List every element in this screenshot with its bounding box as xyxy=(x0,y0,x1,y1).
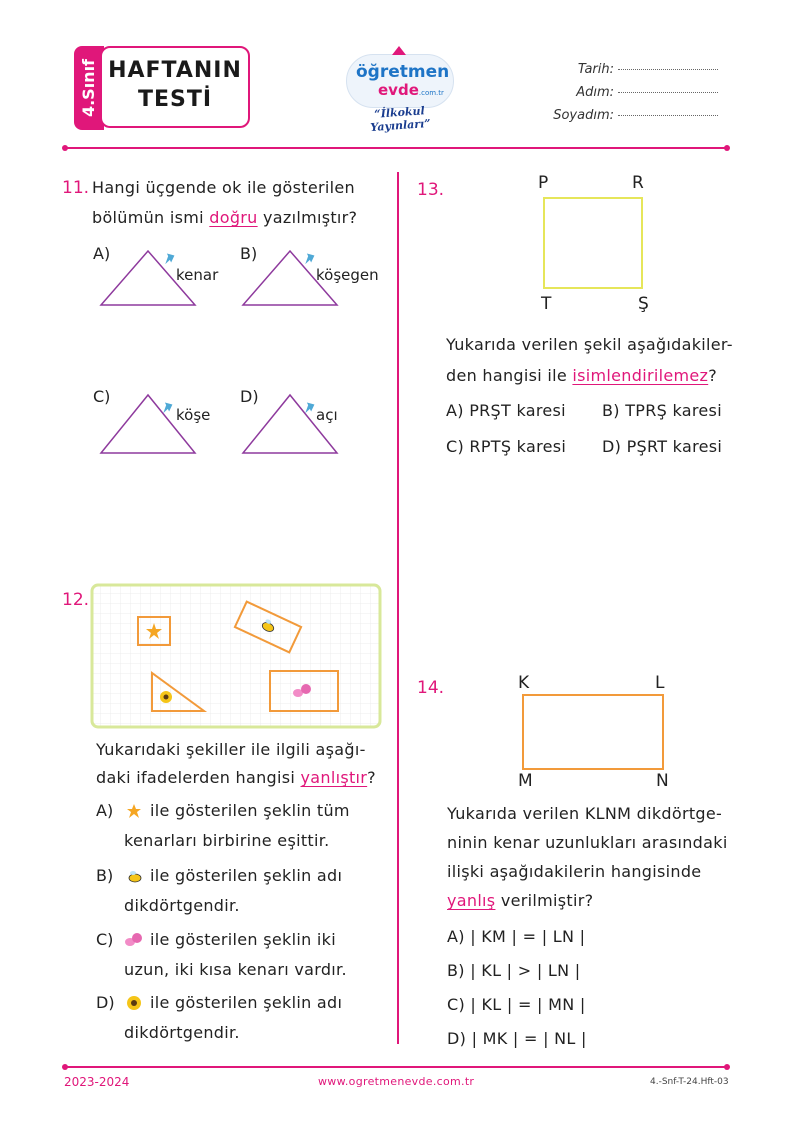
logo-line1: öğretmen xyxy=(356,62,450,82)
vertex-label: K xyxy=(518,673,530,693)
rectangle-figure xyxy=(522,694,664,770)
vertex-label: P xyxy=(538,173,549,193)
logo-line2: evde xyxy=(378,81,419,99)
option-text: | KM | = | LN | xyxy=(470,927,586,946)
vertex-label: N xyxy=(656,771,669,791)
footer-year: 2023-2024 xyxy=(64,1075,130,1089)
surname-label: Soyadım: xyxy=(553,108,614,123)
question-text xyxy=(446,366,717,385)
triangle-figure xyxy=(98,392,198,456)
text-part: ? xyxy=(367,768,376,787)
name-blank[interactable] xyxy=(618,92,718,93)
option-text: ile gösterilen şeklin adı xyxy=(150,993,343,1012)
triangle-figure xyxy=(240,392,340,456)
text-part: daki ifadelerden hangisi xyxy=(96,768,301,787)
bee-icon xyxy=(126,868,144,884)
surname-field[interactable] xyxy=(553,108,718,123)
question-text xyxy=(96,768,376,787)
part-label: köşe xyxy=(176,406,211,424)
option-text: dikdörtgendir. xyxy=(124,896,240,915)
option-text: RPTŞ karesi xyxy=(469,437,567,456)
option-c[interactable] xyxy=(446,437,566,456)
text-part: bölümün ismi xyxy=(92,208,210,227)
option-letter: B) xyxy=(240,244,258,263)
option-text: uzun, iki kısa kenarı vardır. xyxy=(124,960,347,979)
option-d[interactable] xyxy=(602,437,722,456)
arrow-icon xyxy=(162,252,176,264)
part-label: köşegen xyxy=(316,266,379,284)
option-a[interactable] xyxy=(446,401,566,420)
emphasis-word: doğru xyxy=(209,208,258,227)
vertex-label: T xyxy=(541,294,552,314)
star-icon xyxy=(126,803,142,819)
option-letter: C) xyxy=(446,437,465,456)
option-text: TPRŞ karesi xyxy=(625,401,722,420)
column-divider xyxy=(397,172,399,1044)
question-text: ilişki aşağıdakilerin hangisinde xyxy=(447,862,702,881)
vertex-label: Ş xyxy=(638,294,649,314)
option-text: | KL | > | LN | xyxy=(470,961,581,980)
option-text: kenarları birbirine eşittir. xyxy=(124,831,330,850)
option-text: ile gösterilen şeklin adı xyxy=(150,866,343,885)
option-letter: D) xyxy=(602,437,622,456)
option-d[interactable] xyxy=(447,1029,587,1048)
option-text: ile gösterilen şeklin iki xyxy=(150,930,336,949)
header-rule xyxy=(64,147,728,149)
logo xyxy=(338,44,460,135)
emphasis-word: isimlendirilemez xyxy=(572,366,709,385)
option-letter: C) xyxy=(93,387,111,406)
question-number: 13. xyxy=(417,180,445,200)
arrow-icon xyxy=(302,401,316,413)
butterfly-icon xyxy=(124,932,144,948)
option-letter: D) xyxy=(447,1029,467,1048)
rule-dot xyxy=(724,1064,730,1070)
question-text: Yukarıdaki şekiller ile ilgili aşağı- xyxy=(96,740,366,759)
question-number: 14. xyxy=(417,678,445,698)
part-label: kenar xyxy=(176,266,219,284)
question-text xyxy=(92,208,357,227)
vertex-label: R xyxy=(632,173,644,193)
question-number: 12. xyxy=(62,590,90,610)
option-text: PŞRT karesi xyxy=(626,437,723,456)
emphasis-word: yanlış xyxy=(447,891,496,910)
grade-tab-label: 4.Sınıf xyxy=(79,58,98,118)
option-b[interactable] xyxy=(602,401,722,420)
date-label: Tarih: xyxy=(577,62,614,77)
title-box xyxy=(100,46,250,128)
option-a[interactable] xyxy=(447,927,585,946)
option-text: ile gösterilen şeklin tüm xyxy=(150,801,350,820)
name-field[interactable] xyxy=(576,85,718,100)
title-line1: HAFTANIN xyxy=(108,58,242,83)
arrow-icon xyxy=(302,252,316,264)
option-letter: C) xyxy=(96,930,114,949)
arrow-icon xyxy=(160,401,174,413)
shapes-grid-figure xyxy=(90,583,382,729)
house-icon xyxy=(392,46,406,55)
text-part: verilmiştir? xyxy=(495,891,594,910)
emphasis-word: yanlıştır xyxy=(300,768,368,787)
option-text: | KL | = | MN | xyxy=(470,995,586,1014)
date-blank[interactable] xyxy=(618,69,718,70)
vertex-label: L xyxy=(655,673,665,693)
footer-website[interactable]: www.ogretmenevde.com.tr xyxy=(318,1075,475,1088)
option-text: | MK | = | NL | xyxy=(471,1029,587,1048)
option-letter: A) xyxy=(446,401,464,420)
footer-rule xyxy=(64,1066,728,1068)
option-text: PRŞT karesi xyxy=(469,401,566,420)
question-number: 11. xyxy=(62,178,90,198)
vertex-label: M xyxy=(518,771,533,791)
option-letter: B) xyxy=(602,401,620,420)
footer-code: 4.-Snf-T-24.Hft-03 xyxy=(650,1077,729,1087)
name-label: Adım: xyxy=(576,85,614,100)
option-text: dikdörtgendir. xyxy=(124,1023,240,1042)
logo-tagline: “İlkokul Yayınları” xyxy=(369,104,431,135)
option-letter: B) xyxy=(447,961,465,980)
option-c[interactable] xyxy=(447,995,586,1014)
date-field[interactable] xyxy=(578,62,718,77)
option-letter: B) xyxy=(96,866,114,885)
option-letter: A) xyxy=(447,927,465,946)
option-b[interactable] xyxy=(447,961,581,980)
text-part: ? xyxy=(708,366,717,385)
question-text: Hangi üçgende ok ile gösterilen xyxy=(92,178,355,197)
surname-blank[interactable] xyxy=(618,115,718,116)
logo-line2-wrap xyxy=(378,80,444,99)
rule-dot xyxy=(724,145,730,151)
question-text: Yukarıda verilen KLNM dikdörtge- xyxy=(447,804,723,823)
text-part: yazılmıştır? xyxy=(257,208,358,227)
logo-domain: .com.tr xyxy=(418,89,444,97)
question-text: Yukarıda verilen şekil aşağıdakiler- xyxy=(446,335,733,354)
sunflower-icon xyxy=(126,995,142,1011)
question-text xyxy=(447,891,593,910)
option-letter: C) xyxy=(447,995,466,1014)
text-part: den hangisi ile xyxy=(446,366,573,385)
title-line2: TESTİ xyxy=(137,87,213,112)
question-text: ninin kenar uzunlukları arasındaki xyxy=(447,833,728,852)
option-letter: A) xyxy=(93,244,111,263)
part-label: açı xyxy=(316,406,338,424)
option-letter: A) xyxy=(96,801,114,820)
square-figure xyxy=(543,197,643,289)
option-letter: D) xyxy=(240,387,259,406)
option-letter: D) xyxy=(96,993,115,1012)
